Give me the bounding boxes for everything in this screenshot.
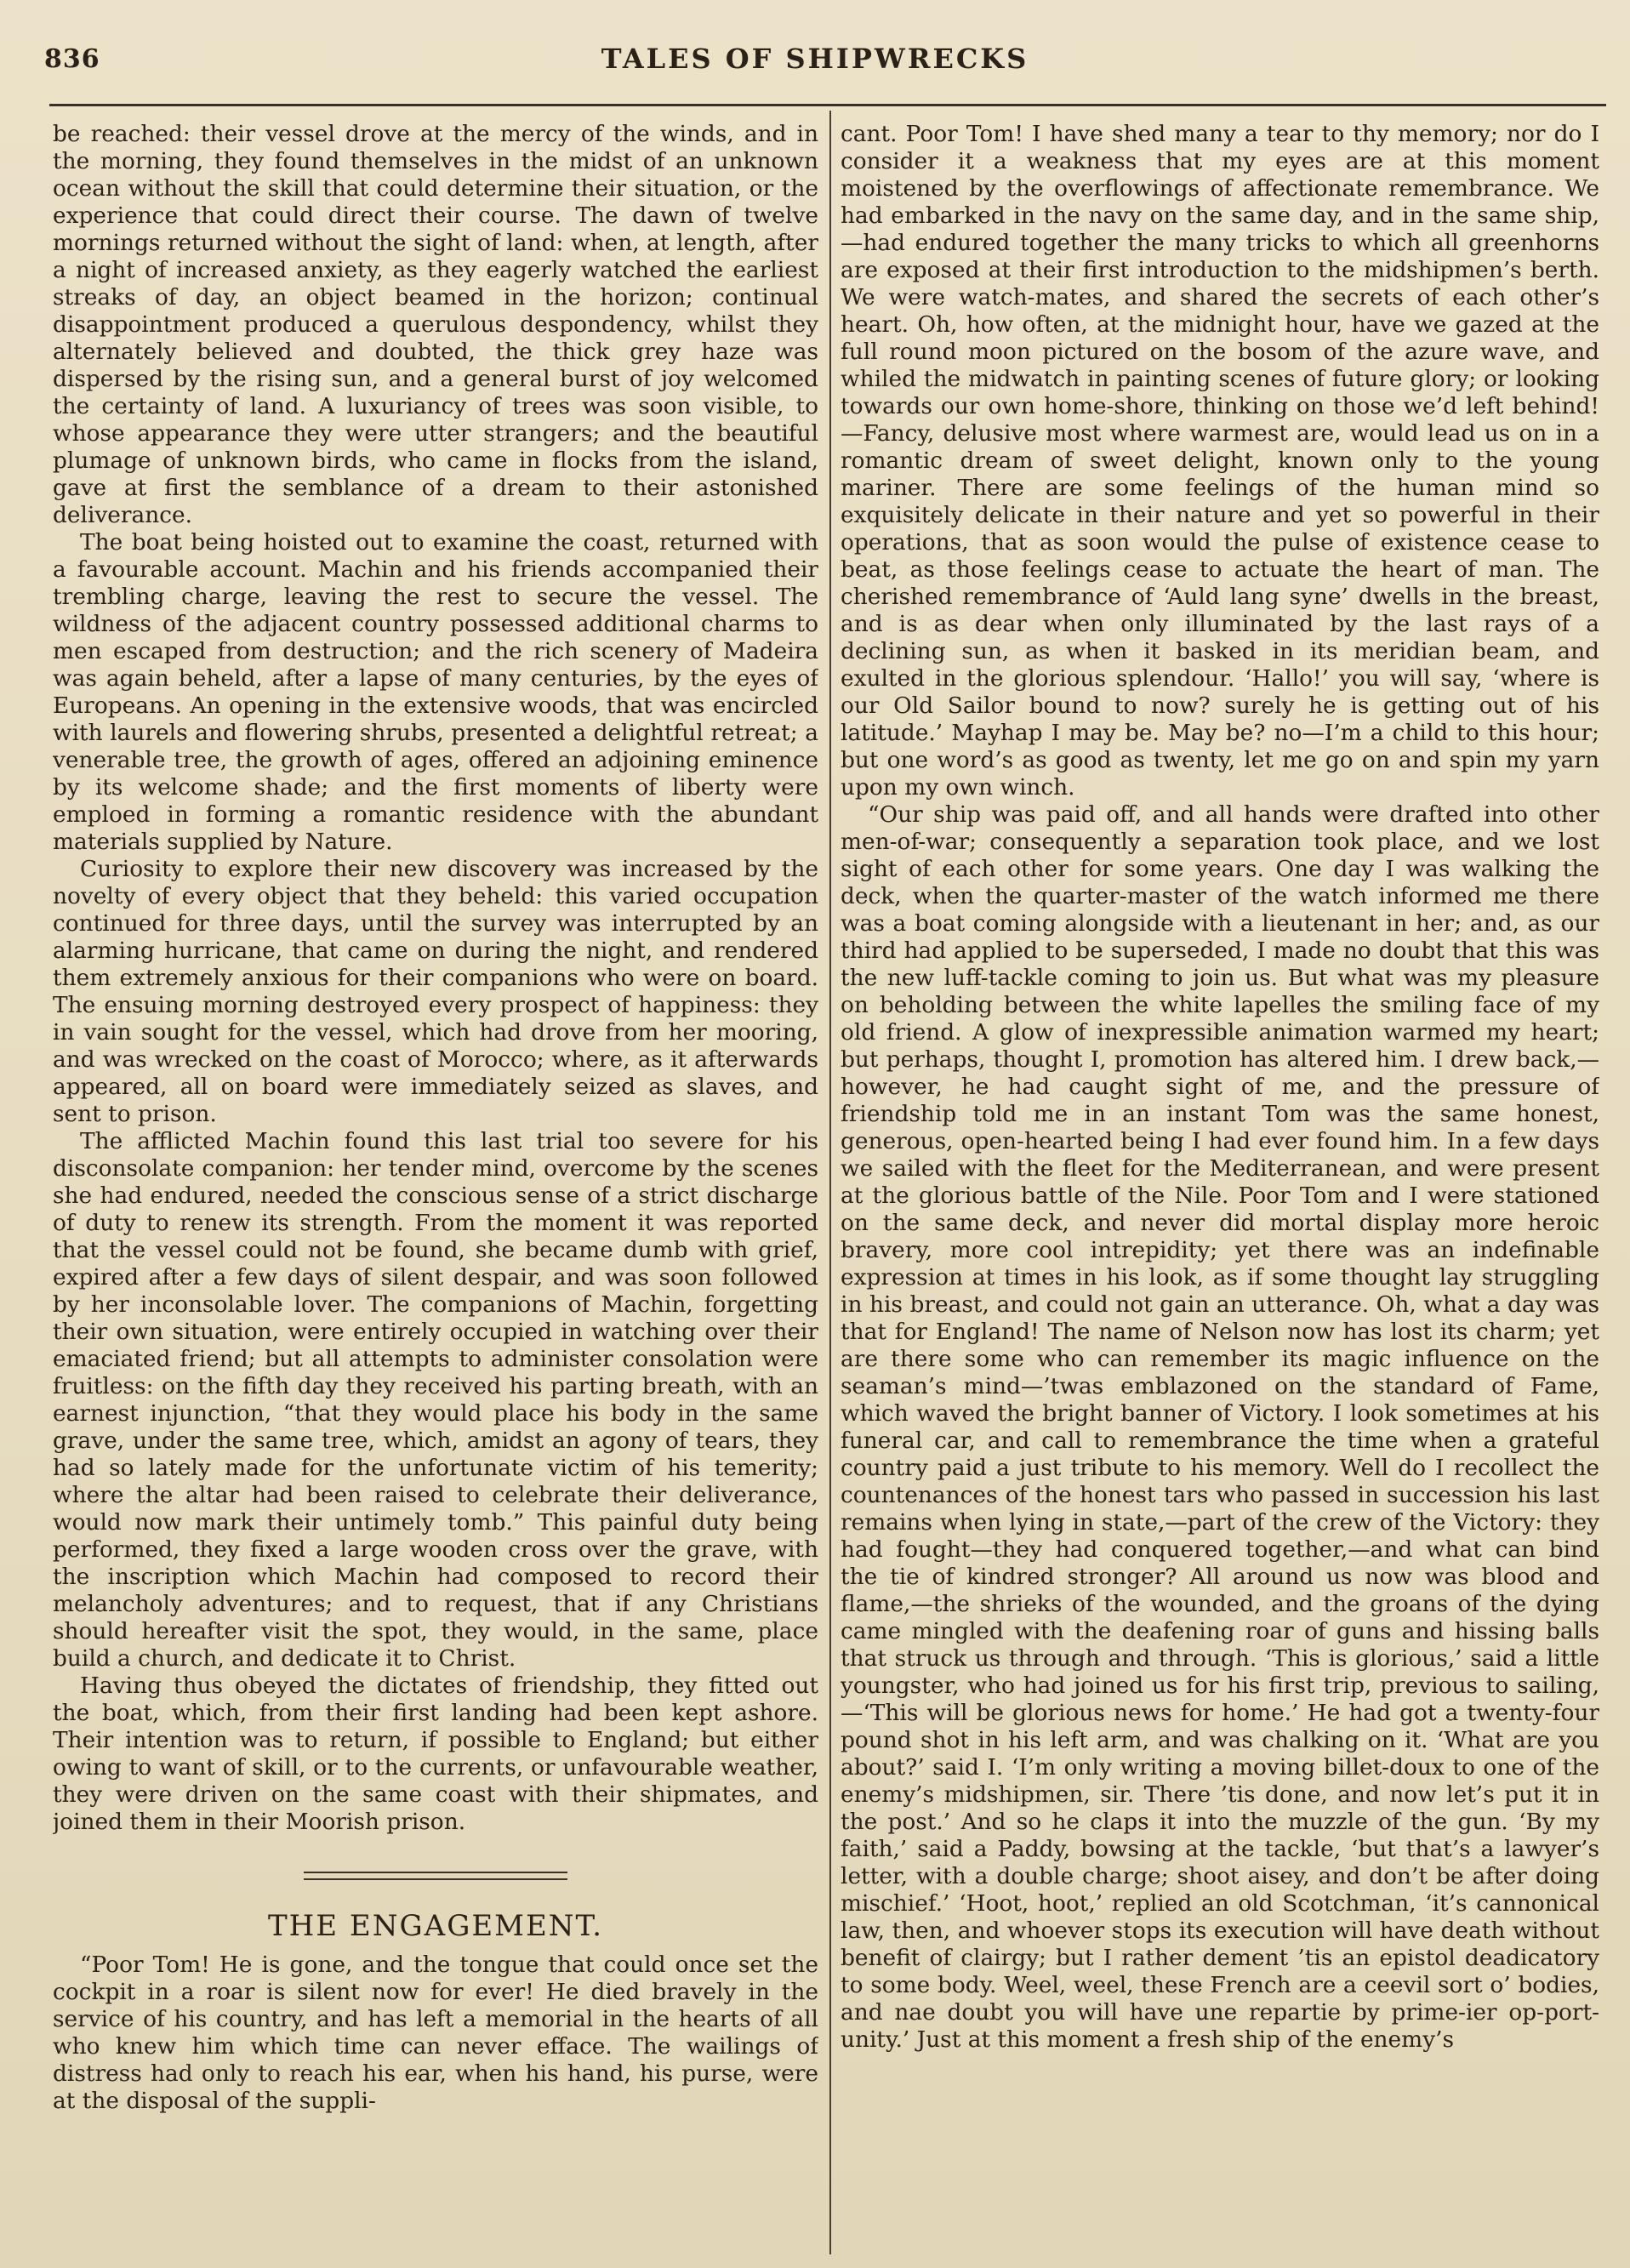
left-paragraph-1: be reached: their vessel drove at the mercy of the winds, and in the morning, they found themselves in the midst of an unknown ocean without the skill that could determine their situation, or the experience that could direct their course. The dawn of twelve mornings returned without the sight of land: when, at length, after a night of increased anxiety, as they eagerly watched the earliest streaks of day, an object beamed in the horizon; continual disappointment produced a querulous despondency, whilst they alternately believed and doubted, the thick grey haze was dispersed by the rising sun, and a general burst of joy welcomed the certainty of land. A luxuriancy of trees was soon visible, to whose appearance they were utter strangers; and the beautiful plumage of unknown birds, who came in flocks from the island, gave at first the semblance of a dream to their astonished deliverance.: [53, 121, 818, 528]
separator-line: [304, 1878, 567, 1880]
left-column: [53, 121, 818, 2248]
left-paragraph-4: The afflicted Machin found this last trial too severe for his disconsolate companion: her tender mind, overcome by the scenes she had endured, needed the conscious sense of a strict discharge of duty to renew its strength. From the moment it was reported that the vessel could not be found, she became dumb with grief, expired after a few days of silent despair, and was soon followed by her inconsolable lover. The companions of Machin, forgetting their own situation, were entirely occupied in watching over their emaciated friend; but all attempts to administer consolation were fruitless: on the fifth day they received his parting breath, with an earnest injunction, “that they would place his body in the same grave, under the same tree, which, amidst an agony of tears, they had so lately made for the unfortunate victim of his temerity; where the altar had been raised to celebrate their deliverance, would now mark their untimely tomb.” This painful duty being performed, they fixed a large wooden cross over the grave, with the inscription which Machin had composed to record their melancholy adventures; and to request, that if any Christians should hereafter visit the spot, they would, in the same, place build a church, and dedicate it to Christ.: [53, 1128, 818, 1672]
section-opening-paragraph: “Poor Tom! He is gone, and the tongue that could once set the cockpit in a roar is silent now for ever! He died bravely in the service of his country, and has left a memorial in the hearts of all who knew him which time can never efface. The wailings of distress had only to reach his ear, when his hand, his purse, were at the disposal of the suppli-: [53, 1952, 818, 2114]
separator-line: [304, 1872, 567, 1873]
right-paragraph-2: “Our ship was paid off, and all hands were drafted into other men-of-war; consequently a separation took place, and we lost sight of each other for some years. One day I was walking the deck, when the quarter-master of the watch informed me there was a boat coming alongside with a lieutenant in her; and, as our third had applied to be superseded, I made no doubt that this was the new luff-tackle coming to join us. But what was my pleasure on beholding between the white lapelles the smiling face of my old friend. A glow of inexpressible animation warmed my heart; but perhaps, thought I, promotion has altered him. I drew back,—however, he had caught sight of me, and the pressure of friendship told me in an instant Tom was the same honest, generous, open-hearted being I had ever found him. In a few days we sailed with the fleet for the Mediterranean, and were present at the glorious battle of the Nile. Poor Tom and I were stationed on the same deck, and never did mortal display more heroic bravery, more cool intrepidity; yet there was an indefinable expression at times in his look, as if some thought lay struggling in his breast, and could not gain an utterance. Oh, what a day was that for England! The name of Nelson now has lost its charm; yet are there some who can remember its magic influence on the seaman’s mind—’twas emblazoned on the standard of Fame, which waved the bright banner of Victory. I look sometimes at his funeral car, and call to remembrance the time when a grateful country paid a just tribute to his memory. Well do I recollect the countenances of the honest tars who passed in succession his last remains when lying in state,—part of the crew of the Victory: they had fought—they had conquered together,—and what can bind the tie of kindred stronger? All around us now was blood and flame,—the shrieks of the wounded, and the groans of the dying came mingled with the deafening roar of guns and hissing balls that struck us through and through. ‘This is glorious,’ said a little youngster, who had joined us for his first trip, previous to sailing,—‘This will be glorious news for home.’ He had got a twenty-four pound shot in his left arm, and was chalking on it. ‘What are you about?’ said I. ‘I’m only writing a moving billet-doux to one of the enemy’s midshipmen, sir. There ’tis done, and now let’s put it in the post.’ And so he claps it into the muzzle of the gun. ‘By my faith,’ said a Paddy, bowsing at the tackle, ‘but that’s a lawyer’s letter, with a double charge; shoot aisey, and don’t be after doing mischief.’ ‘Hoot, hoot,’ replied an old Scotchman, ‘it’s cannonical law, then, and whoever stops its execution will have death without benefit of clairgy; but I rather dement ’tis an epistol deadicatory to some body. Weel, weel, these French are a ceevil sort o’ bodies, and nae doubt you will have une repartie by prime-ier op-port-unity.’ Just at this moment a fresh ship of the enemy’s: [841, 801, 1599, 2053]
page-number: 836: [44, 44, 100, 74]
left-paragraph-5: Having thus obeyed the dictates of friendship, they fitted out the boat, which, from their first landing had been kept ashore. Their intention was to return, if possible to England; but either owing to want of skill, or to the currents, or unfavourable weather, they were driven on the same coast with their shipmates, and joined them in their Moorish prison.: [53, 1673, 818, 1835]
section-title: THE ENGAGEMENT.: [267, 1909, 604, 1943]
left-paragraph-2: The boat being hoisted out to examine the coast, returned with a favourable account. Machin and his friends accompanied their trembling charge, leaving the rest to secure the vessel. The wildness of the adjacent country possessed additional charms to men escaped from destruction; and the rich scenery of Madeira was again beheld, after a lapse of many centuries, by the eyes of Europeans. An opening in the extensive woods, that was encircled with laurels and flowering shrubs, presented a delightful retreat; a venerable tree, the growth of ages, offered an adjoining eminence by its welcome shade; and the first moments of liberty were emploed in forming a romantic residence with the abundant materials supplied by Nature.: [53, 529, 818, 855]
left-paragraph-3: Curiosity to explore their new discovery was increased by the novelty of every object that they beheld: this varied occupation continued for three days, until the survey was interrupted by an alarming hurricane, that came on during the night, and rendered them extremely anxious for their companions who were on board. The ensuing morning destroyed every prospect of happiness: they in vain sought for the vessel, which had drove from her mooring, and was wrecked on the coast of Morocco; where, as it afterwards appeared, all on board were immediately seized as slaves, and sent to prison.: [53, 856, 818, 1127]
running-title: TALES OF SHIPWRECKS: [601, 43, 1029, 75]
section-separator: [304, 1872, 567, 1880]
right-column: [841, 121, 1599, 2248]
column-divider: [829, 111, 831, 2254]
right-paragraph-1: cant. Poor Tom! I have shed many a tear to thy memory; nor do I consider it a weakness that my eyes are at this moment moistened by the overflowings of affectionate remembrance. We had embarked in the navy on the same day, and in the same ship,—had endured together the many tricks to which all greenhorns are exposed at their first introduction to the midshipmen’s berth. We were watch-mates, and shared the secrets of each other’s heart. Oh, how often, at the midnight hour, have we gazed at the full round moon pictured on the bosom of the azure wave, and whiled the midwatch in painting scenes of future glory; or looking towards our own home-shore, thinking on those we’d left behind!—Fancy, delusive most where warmest are, would lead us on in a romantic dream of sweet delight, known only to the young mariner. There are some feelings of the human mind so exquisitely delicate in their nature and yet so powerful in their operations, that as soon would the pulse of existence cease to beat, as those feelings cease to actuate the heart of man. The cherished remembrance of ‘Auld lang syne’ dwells in the breast, and is as dear when only illuminated by the last rays of a declining sun, as when it basked in its meridian beam, and exulted in the glorious splendour. ‘Hallo!’ you will say, ‘where is our Old Sailor bound to now? surely he is getting out of his latitude.’ Mayhap I may be. May be? no—I’m a child to this hour; but one word’s as good as twenty, let me go on and spin my yarn upon my own winch.: [841, 121, 1599, 801]
header-rule: [49, 104, 1606, 106]
